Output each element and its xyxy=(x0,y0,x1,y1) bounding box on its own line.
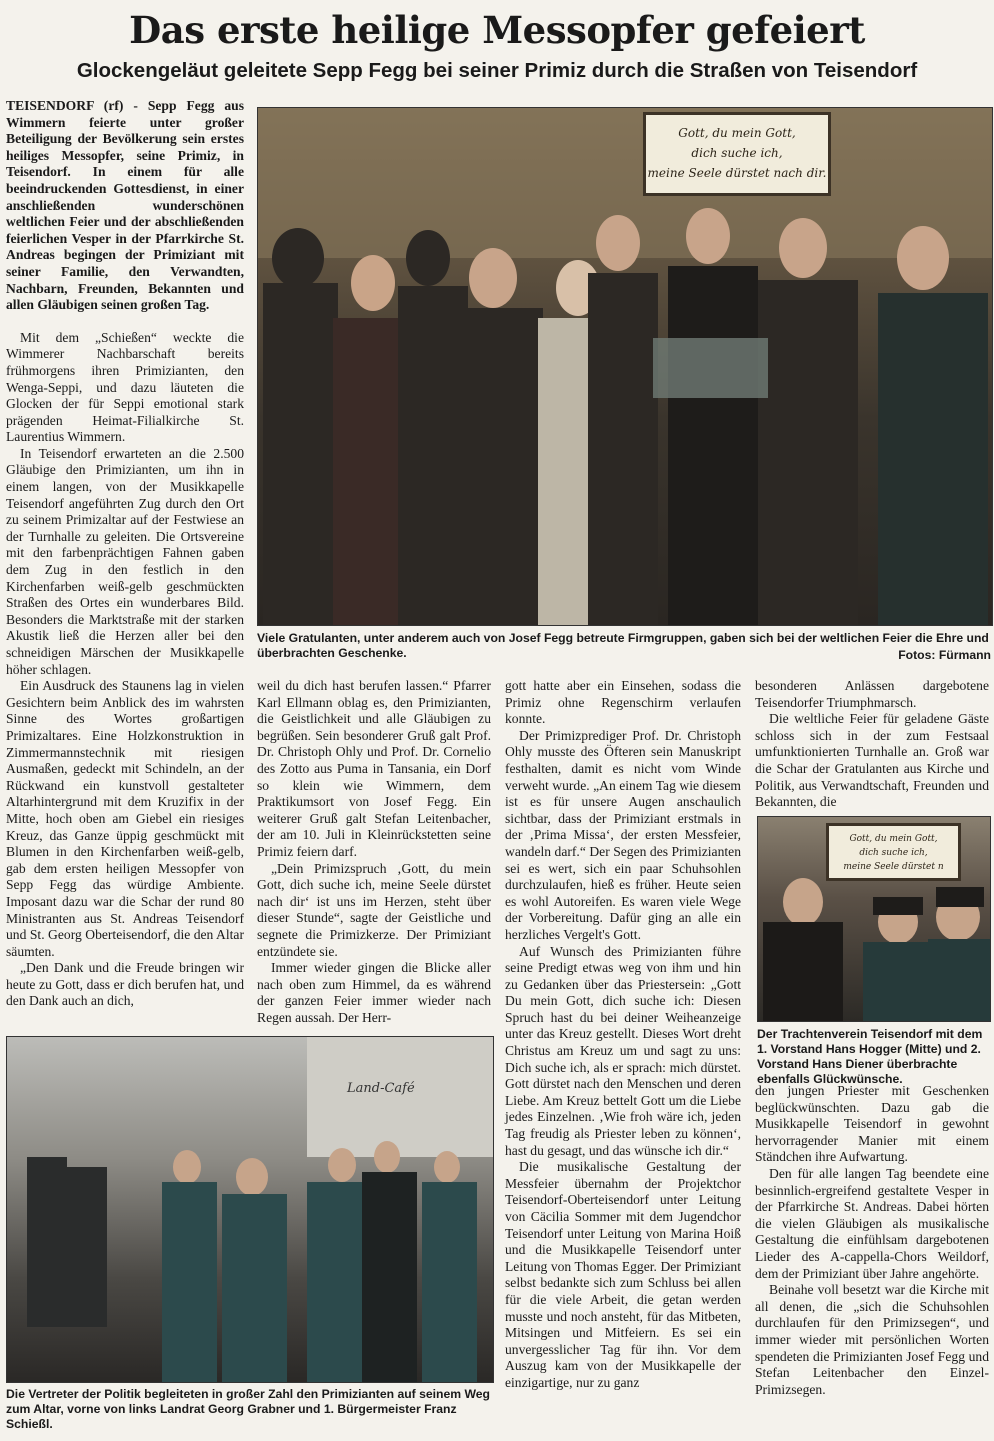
column-1 xyxy=(6,98,244,1028)
tracht-photo xyxy=(757,816,991,1022)
motto-sign xyxy=(643,112,831,196)
paragraph: Den für alle langen Tag beendete eine besinnlich-ergreifend gestaltete Vesper in der Pfarrkirche St. Andreas. Dabei hörten die vielen Gläubigen als musikalische Gestaltung die einfühlsam dargebotenen Lieder des A-cappella-Chors Weildorf, dem der Primiziant über Jahre angehörte. xyxy=(755,1165,989,1281)
motto-line: meine Seele dürstet n xyxy=(843,862,944,872)
lead-text: Sepp Fegg aus Wimmern feierte unter großer Beteiligung der Bevölkerung sein erstes heiliges Messopfer, seine Primiz, in Teisendorf. In einem für alle beeindruckenden Gottesdienst, in einer anschließenden wunderschönen weltlichen Feier und der abschließenden feierlichen Vesper in der Pfarrkirche St. Andreas begingen der Primiziant mit seiner Familie, den Verwandten, Nachbarn, Freunden, Bekannten und allen Gläubigen seinen großen Tag. xyxy=(6,98,244,313)
main-photo xyxy=(257,107,993,626)
shop-sign: Land-Café xyxy=(347,1081,415,1096)
paragraph: Der Primizprediger Prof. Dr. Christoph Ohly musste des Öfteren sein Manuskript festhalten, damit es nicht vom Winde verweht wurde. „An einem Tag wie diesem ist es für unsere Augen anschaulich sichtbar, dass der Primiziant erstmals in der ‚Prima Missa‘, der ersten Messfeier, wandeln darf.“ Der Segen des Primizianten sei es wert, sich ein paar Schuhsohlen durchzulaufen, hieß es früher. Heute seien es wohl Autoreifen. Es waren viele Wege der Vorbereitung. Dafür ging an alle ein herzliches Vergelt's Gott. xyxy=(505,727,741,942)
procession-photo-caption: Die Vertreter der Politik begleiteten in großer Zahl den Primizianten auf seinem Weg zum Altar, vorne von links Landrat Georg Grabner und 1. Bürgermeister Franz Schießl. xyxy=(6,1387,491,1431)
paragraph: den jungen Priester mit Geschenken beglückwünschten. Dazu gab die Musikkapelle Teisendorf in gewohnt hervorragender Manier mit einem Ständchen ihre Aufwartung. xyxy=(755,1083,989,1165)
motto-line: dich suche ich, xyxy=(859,848,928,858)
column-2 xyxy=(257,678,491,1028)
paragraph: weil du dich hast berufen lassen.“ Pfarrer Karl Ellmann oblag es, den Primizianten, die Geistlichkeit und alle Gläubigen zu begrüßen. Sein besonderer Gruß galt Prof. Dr. Christoph Ohly und Prof. Dr. Cornelio des Zotto aus Puma in Tansania, ein Dorf so klein wie Wimmern, dem Praktikumsort von Josef Fegg. Ein weiterer Gruß galt Stefan Leitenbacher, der am 10. Juli in Kleinrückstetten seine Primiz feiern darf. xyxy=(257,678,491,859)
dateline: TEISENDORF (rf) - xyxy=(6,98,138,113)
paragraph: Die weltliche Feier für geladene Gäste schloss sich in der zum Festsaal umfunktionierten Turnhalle an. Groß war die Schar der Gratulanten aus Kirche und Politik, aus Verwandtschaft, Freunden und Bekannten, die xyxy=(755,711,989,810)
motto-line: meine Seele dürstet nach dir. xyxy=(647,166,827,180)
motto-line: dich suche ich, xyxy=(691,146,783,160)
paragraph: Mit dem „Schießen“ weckte die Wimmerer Nachbarschaft bereits frühmorgens ihren Primizianten, den Wenga-Seppi, und dazu läuteten die Glocken der für Seppi emotional stark prägenden Heimat-Filialkirche St. Laurentius Wimmern. xyxy=(6,329,244,445)
headline: Das erste heilige Messopfer gefeiert xyxy=(129,8,865,52)
subheadline: Glockengeläut geleitete Sepp Fegg bei seiner Primiz durch die Straßen von Teisendorf xyxy=(76,59,918,82)
paragraph: „Den Dank und die Freude bringen wir heute zu Gott, dass er dich berufen hat, und den Dank auch an dich, xyxy=(6,960,244,1009)
paragraph: Immer wieder gingen die Blicke aller nach oben zum Himmel, da es während der ganzen Feier immer wieder nach Regen aussah. Der Herr- xyxy=(257,960,491,1025)
group-photo-illustration xyxy=(258,108,992,625)
photo-credit: Fotos: Fürmann xyxy=(898,648,991,662)
motto-line: Gott, du mein Gott, xyxy=(678,126,796,140)
tracht-photo-caption: Der Trachtenverein Teisendorf mit dem 1. Vorstand Hans Hogger (Mitte) und 2. Vorstand Hans Diener überbrachte ebenfalls Glückwünsche. xyxy=(757,1027,983,1086)
paragraph: Auf Wunsch des Primizianten führe seine Predigt etwas weg von ihm und hin zu Gedanken über das Priestersein: „Gott Du mein Gott, dich suche ich: Diesen Spruch hast du bei deiner Weiheanzeige unter das Kreuz gestellt. Dieses Wort dreht Christus am Kreuz um und sagt zu uns: Dich suche ich, als er sprach: mich dürstet. Gott dürstet nach den Menschen und deren Liebe. Am Kreuz bettelt Gott um die Liebe jedes Einzelnen. ‚Wie froh wäre ich, jeden Tag freudig als Priester leben zu können‘, hast du gesagt, und das wünsche ich dir.“ xyxy=(505,943,741,1158)
column-4-top xyxy=(755,678,989,808)
paragraph: Die musikalische Gestaltung der Messfeier übernahm der Projektchor Teisendorf-Oberteisendorf unter Leitung von Cäcilia Sommer mit dem Jugendchor Teisendorf unter Leitung von Marina Hoiß und die Musikkapelle Teisendorf unter Leitung von Thomas Egger. Der Primiziant selbst bedankte sich zum Schluss bei allen für die viele Arbeit, die getan werden musste und noch ansteht, für das Mitbeten, Mitsingen und Mitfeiern. Es sei ein unvergesslicher Tag für ihn. Vor dem Auszug kam von der Musikkapelle der einzigartige, nur zu ganz xyxy=(505,1159,741,1390)
paragraph: Ein Ausdruck des Staunens lag in vielen Gesichtern beim Anblick des im wahrsten Sinne des Wortes großartigen Primizaltares. Eine Holzkonstruktion in Zimmermannstechnik mit riesigen Ausmaßen, gedeckt mit Schindeln, an der Rückwand ein kunstvoll gestalteter Altarhintergrund mit dem Kruzifix in der Mitte, hoch oben am Giebel ein riesiges Kreuz, das Ganze üppig geschmückt mit Blumen in den Kirchenfarben weiß-gelb, gab dem ersten heiligen Messopfer von Sepp Fegg das würdige Ambiente. Imposant dazu war die Schar der rund 80 Ministranten aus St. Andreas Teisendorf und St. Georg Oberteisendorf, die den Altar säumten. xyxy=(6,678,244,959)
paragraph: besonderen Anlässen dargebotene Teisendorfer Triumphmarsch. xyxy=(755,678,989,710)
main-photo-caption: Viele Gratulanten, unter anderem auch von Josef Fegg betreute Firmgruppen, gaben sich bei der weltlichen Feier die Ehre und überbrachten Geschenke. xyxy=(257,631,989,660)
paragraph: „Dein Primizspruch ‚Gott, du mein Gott, dich suche ich, meine Seele dürstet nach dir‘ ist uns im Herzen, steht über dieser Stunde“, sagte der Geistliche und segnete die Primizkerze. Der Primiziant entzündete sie. xyxy=(257,860,491,959)
motto-line: Gott, du mein Gott, xyxy=(849,834,938,844)
column-3 xyxy=(505,678,741,1434)
paragraph: Beinahe voll besetzt war die Kirche mit all denen, die „sich die Schuhsohlen durchlaufen für den Primizsegen“, und immer wieder mit persönlichen Worten spendeten die Primizianten Josef Fegg und Stefan Leitenbacher den Einzel-Primizsegen. xyxy=(755,1282,989,1397)
procession-illustration xyxy=(7,1037,493,1382)
column-4-bottom xyxy=(755,1083,989,1435)
paragraph: gott hatte aber ein Einsehen, sodass die Primiz ohne Regenschirm verlaufen konnte. xyxy=(505,678,741,727)
tracht-motto-sign xyxy=(826,823,961,881)
paragraph: In Teisendorf erwarteten an die 2.500 Gläubige den Primizianten, um ihn in einem langen, von der Musikkapelle Teisendorf angeführten Zug durch den Ort zu seinem Primizaltar auf der Festwiese an der Turnhalle zu geleiten. Die Ortsvereine mit den farbenprächtigen Fahnen gaben dem Zug in den festlich in den Kirchenfarben weiß-gelb geschmückten Straßen des Ortes ein wunderbares Bild. Besonders die Marktstraße mit der starken Akustik ließ die Herzen aller bei den schneidigen Märschen der Musikkapelle höher schlagen. xyxy=(6,445,244,677)
lead-paragraph xyxy=(6,98,244,314)
procession-photo xyxy=(6,1036,494,1383)
